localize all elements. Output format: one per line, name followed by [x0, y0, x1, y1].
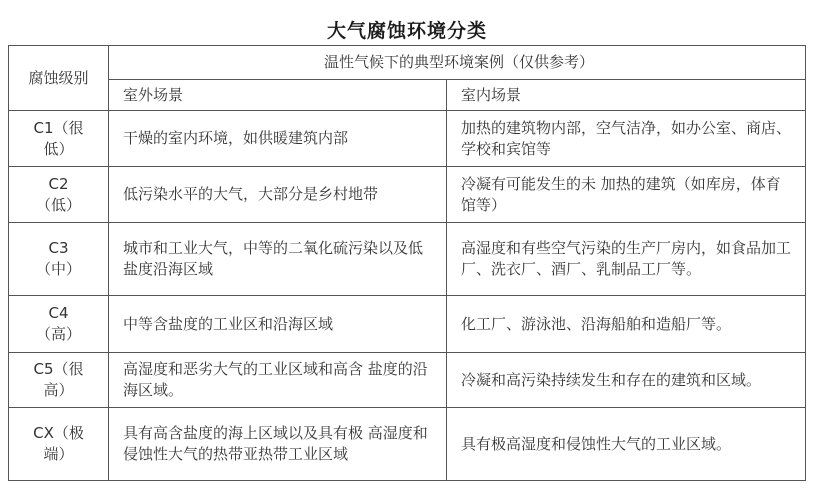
table-row — [9, 167, 806, 223]
indoor-cell: 高湿度和有些空气污染的生产厂房内，如食品加工厂、洗衣厂、酒厂、乳制品工厂等。 — [447, 223, 806, 296]
level-cell — [9, 111, 109, 167]
outdoor-cell: 低污染水平的大气，大部分是乡村地带 — [109, 167, 447, 223]
outdoor-cell: 干燥的室内环境，如供暖建筑内部 — [109, 111, 447, 167]
level-cell — [9, 296, 109, 353]
level-line-2: 高） — [43, 381, 74, 399]
level-line-1: C4 — [48, 304, 69, 322]
level-line-1: CX（极 — [33, 424, 84, 442]
level-line-1: C5（很 — [33, 360, 84, 378]
header-typical-cases: 温性气候下的典型环境案例（仅供参考） — [109, 46, 806, 80]
indoor-cell: 加热的建筑物内部，空气洁净，如办公室、商店、学校和宾馆等 — [447, 111, 806, 167]
level-cell — [9, 353, 109, 408]
outdoor-cell: 具有高含盐度的海上区域以及具有极 高湿度和侵蚀性大气的热带亚热带工业区域 — [109, 408, 447, 481]
header-level: 腐蚀级别 — [9, 46, 109, 111]
level-cell — [9, 223, 109, 296]
outdoor-cell: 高湿度和恶劣大气的工业区域和高含 盐度的沿海区域。 — [109, 353, 447, 408]
outdoor-cell: 中等含盐度的工业区和沿海区域 — [109, 296, 447, 353]
corrosion-classification-table — [8, 45, 806, 481]
level-cell — [9, 167, 109, 223]
level-line-2: 低） — [43, 139, 74, 158]
page-title: 大气腐蚀环境分类 — [326, 20, 487, 42]
indoor-cell: 具有极高湿度和侵蚀性大气的工业区域。 — [447, 408, 806, 481]
header-outdoor: 室外场景 — [109, 80, 447, 111]
level-line-2: 端） — [43, 445, 74, 463]
outdoor-cell: 城市和工业大气，中等的二氧化硫污染以及低盐度沿海区域 — [109, 223, 447, 296]
level-line-2: （高） — [35, 325, 81, 343]
header-indoor: 室内场景 — [447, 80, 806, 111]
table-row — [9, 223, 806, 296]
table-row — [9, 296, 806, 353]
indoor-cell: 冷凝有可能发生的未 加热的建筑（如库房，体育馆等） — [447, 167, 806, 223]
level-line-1: C2 — [48, 174, 69, 193]
table-row — [9, 408, 806, 481]
indoor-cell: 化工厂、游泳池、沿海船舶和造船厂等。 — [447, 296, 806, 353]
level-cell — [9, 408, 109, 481]
level-line-2: （低） — [35, 195, 81, 214]
indoor-cell: 冷凝和高污染持续发生和存在的建筑和区域。 — [447, 353, 806, 408]
table-row — [9, 353, 806, 408]
level-line-2: （中） — [35, 260, 81, 278]
table-row — [9, 111, 806, 167]
level-line-1: C1（很 — [33, 118, 84, 137]
level-line-1: C3 — [48, 239, 69, 257]
